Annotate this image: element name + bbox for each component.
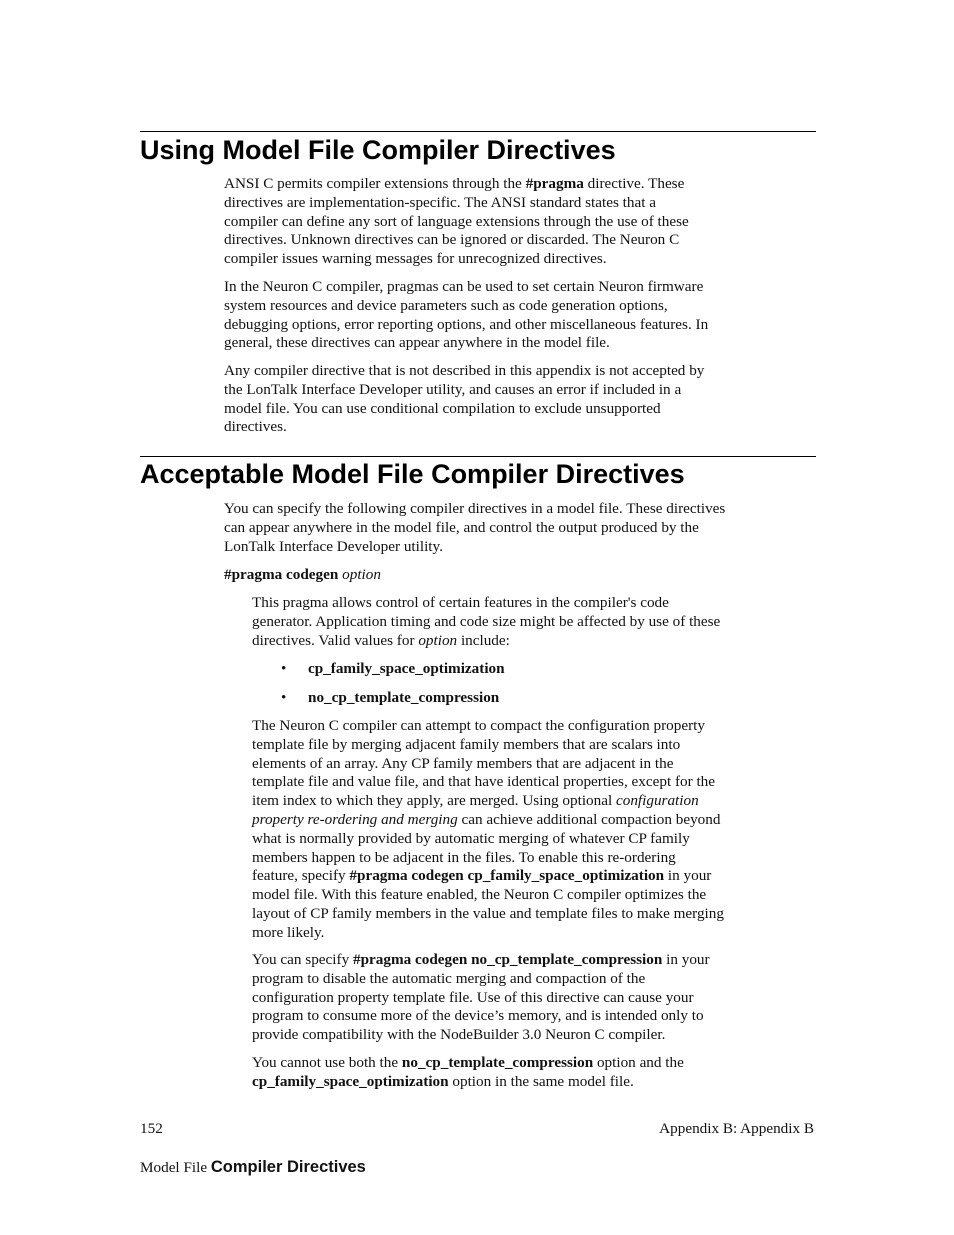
section-rule-middle	[140, 456, 816, 457]
paragraph-no-template-compression: You can specify #pragma codegen no_cp_template_compression in your program to disable the automatic merging and compaction of the configuration property template file. Use of this directive can cause your program to consume more of the device’s memory, and is intended only to provide compatibility with the NodeBuilder 3.0 Neuron C compiler.	[252, 951, 710, 1044]
pragma-codegen-heading: #pragma codegen option	[224, 566, 381, 583]
list-item: no_cp_template_compression	[308, 689, 500, 706]
footer-appendix: Appendix B: Appendix B	[659, 1120, 814, 1137]
bullet-marker: •	[281, 689, 287, 706]
footer-doc-title: Model File Compiler Directives	[140, 1158, 366, 1176]
list-item: cp_family_space_optimization	[308, 660, 505, 677]
paragraph-mutually-exclusive: You cannot use both the no_cp_template_compression option and the cp_family_space_optimization option in the same model file.	[252, 1054, 684, 1090]
bullet-marker: •	[281, 660, 287, 677]
page-number: 152	[140, 1120, 163, 1137]
heading-acceptable-model-file-compiler-directives: Acceptable Model File Compiler Directives	[140, 459, 685, 489]
paragraph-unsupported-directives: Any compiler directive that is not described in this appendix is not accepted by the LonTalk Interface Developer utility, and causes an error if included in a model file. You can use conditional compilation to exclude unsupported directives.	[224, 362, 705, 436]
paragraph-intro: You can specify the following compiler directives in a model file. These directives can appear anywhere in the model file, and control the output produced by the LonTalk Interface Developer utility.	[224, 500, 726, 555]
heading-using-model-file-compiler-directives: Using Model File Compiler Directives	[140, 135, 616, 165]
paragraph-ansi-c: ANSI C permits compiler extensions through the #pragma directive. These directives are implementation-specific. The ANSI standard states that a compiler can define any sort of language extensions through the use of these directives. Unknown directives can be ignored or discarded. The Neuron C compiler issues warning messages for unrecognized directives.	[224, 175, 689, 268]
paragraph-pragma-description: This pragma allows control of certain features in the compiler's code generator. Application timing and code size might be affected by use of these directives. Valid values for option include:	[252, 594, 721, 649]
paragraph-neuron-pragmas: In the Neuron C compiler, pragmas can be used to set certain Neuron firmware system resources and device parameters such as code generation options, debugging options, error reporting options, and other miscellaneous features. In general, these directives can appear anywhere in the model file.	[224, 278, 709, 352]
paragraph-compaction: The Neuron C compiler can attempt to compact the configuration property template file by merging adjacent family members that are scalars into elements of an array. Any CP family members that are adjacent in the template file and value file, and that have identical properties, except for the item index to which they apply, are merged. Using optional configuration property re-ordering and merging can achieve additional compaction beyond what is normally provided by automatic merging of whatever CP family members happen to be adjacent in the files. To enable this re-ordering feature, specify #pragma codegen cp_family_space_optimization in your model file. With this feature enabled, the Neuron C compiler optimizes the layout of CP family members in the value and template files to make merging more likely.	[252, 717, 724, 941]
section-rule-top	[140, 131, 816, 132]
